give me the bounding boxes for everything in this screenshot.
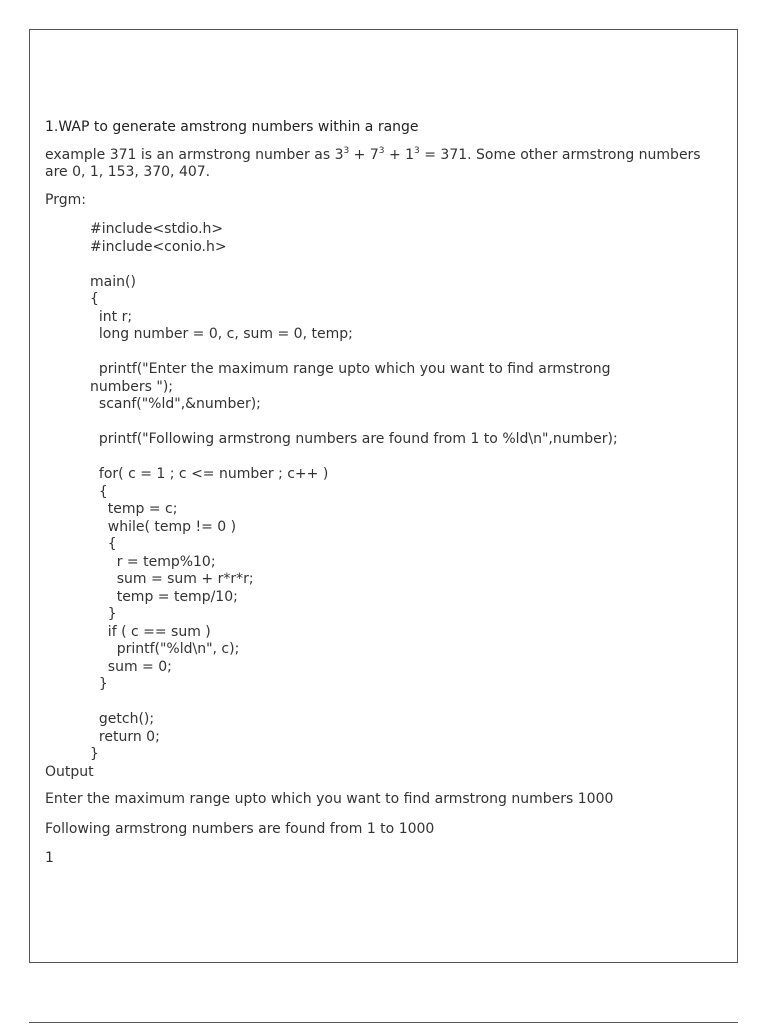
code-line: #include<stdio.h>	[90, 221, 224, 237]
code-blank-line	[90, 449, 725, 467]
output-line: Following armstrong numbers are found from 1 to 1000	[45, 820, 435, 837]
exponent-2: 3	[378, 145, 385, 156]
code-blank-line	[90, 694, 725, 712]
code-line: }	[90, 606, 117, 622]
code-line: return 0;	[90, 728, 160, 745]
output-line: Enter the maximum range upto which you want to find armstrong numbers 1000	[45, 791, 614, 807]
code-line: main()	[90, 273, 136, 290]
code-line: numbers ");	[90, 378, 174, 395]
example-text-prefix: example 371 is an armstrong number as 3	[45, 146, 344, 163]
example-paragraph	[45, 147, 725, 182]
exponent-3: 3	[414, 145, 420, 156]
code-line: int r;	[90, 308, 133, 325]
code-line: }	[90, 676, 108, 692]
example-text-part2: + 7	[349, 146, 379, 163]
output-label: Output	[45, 763, 94, 780]
document-content	[45, 119, 725, 880]
code-line: {	[90, 291, 99, 307]
program-label: Prgm:	[45, 191, 86, 208]
code-line: printf("Following armstrong numbers are found from 1 to %ld\n",number);	[90, 431, 618, 447]
example-text-part3: + 1	[384, 146, 415, 163]
code-line: printf("Enter the maximum range upto which you want to find armstrong	[90, 361, 611, 377]
exponent-1: 3	[343, 145, 350, 156]
code-line: #include<conio.h>	[90, 238, 227, 255]
code-line: for( c = 1 ; c <= number ; c++ )	[90, 466, 329, 482]
footer-rule	[29, 1022, 738, 1023]
code-line: printf("%ld\n", c);	[90, 641, 240, 657]
code-blank-line	[90, 344, 725, 362]
code-line: long number = 0, c, sum = 0, temp;	[90, 326, 353, 342]
code-line: sum = 0;	[90, 658, 172, 675]
output-line: 1	[45, 850, 54, 866]
code-line: }	[90, 746, 99, 762]
code-line: {	[90, 483, 108, 500]
code-block	[90, 221, 725, 764]
example-text-suffix: = 371. Some other armstrong numbers are 0, 1, 153, 370, 407.	[45, 146, 701, 180]
code-blank-line	[90, 414, 725, 432]
code-line: if ( c == sum )	[90, 623, 211, 640]
code-line: temp = temp/10;	[90, 588, 238, 605]
code-line: r = temp%10;	[90, 553, 216, 570]
code-line: scanf("%ld",&number);	[90, 396, 261, 412]
code-line: temp = c;	[90, 501, 178, 517]
code-line: {	[90, 536, 117, 552]
code-line: while( temp != 0 )	[90, 518, 237, 535]
code-line: getch();	[90, 711, 155, 727]
code-blank-line	[90, 256, 725, 274]
code-line: sum = sum + r*r*r;	[90, 571, 254, 587]
question-heading: 1.WAP to generate amstrong numbers within a range	[45, 119, 419, 135]
